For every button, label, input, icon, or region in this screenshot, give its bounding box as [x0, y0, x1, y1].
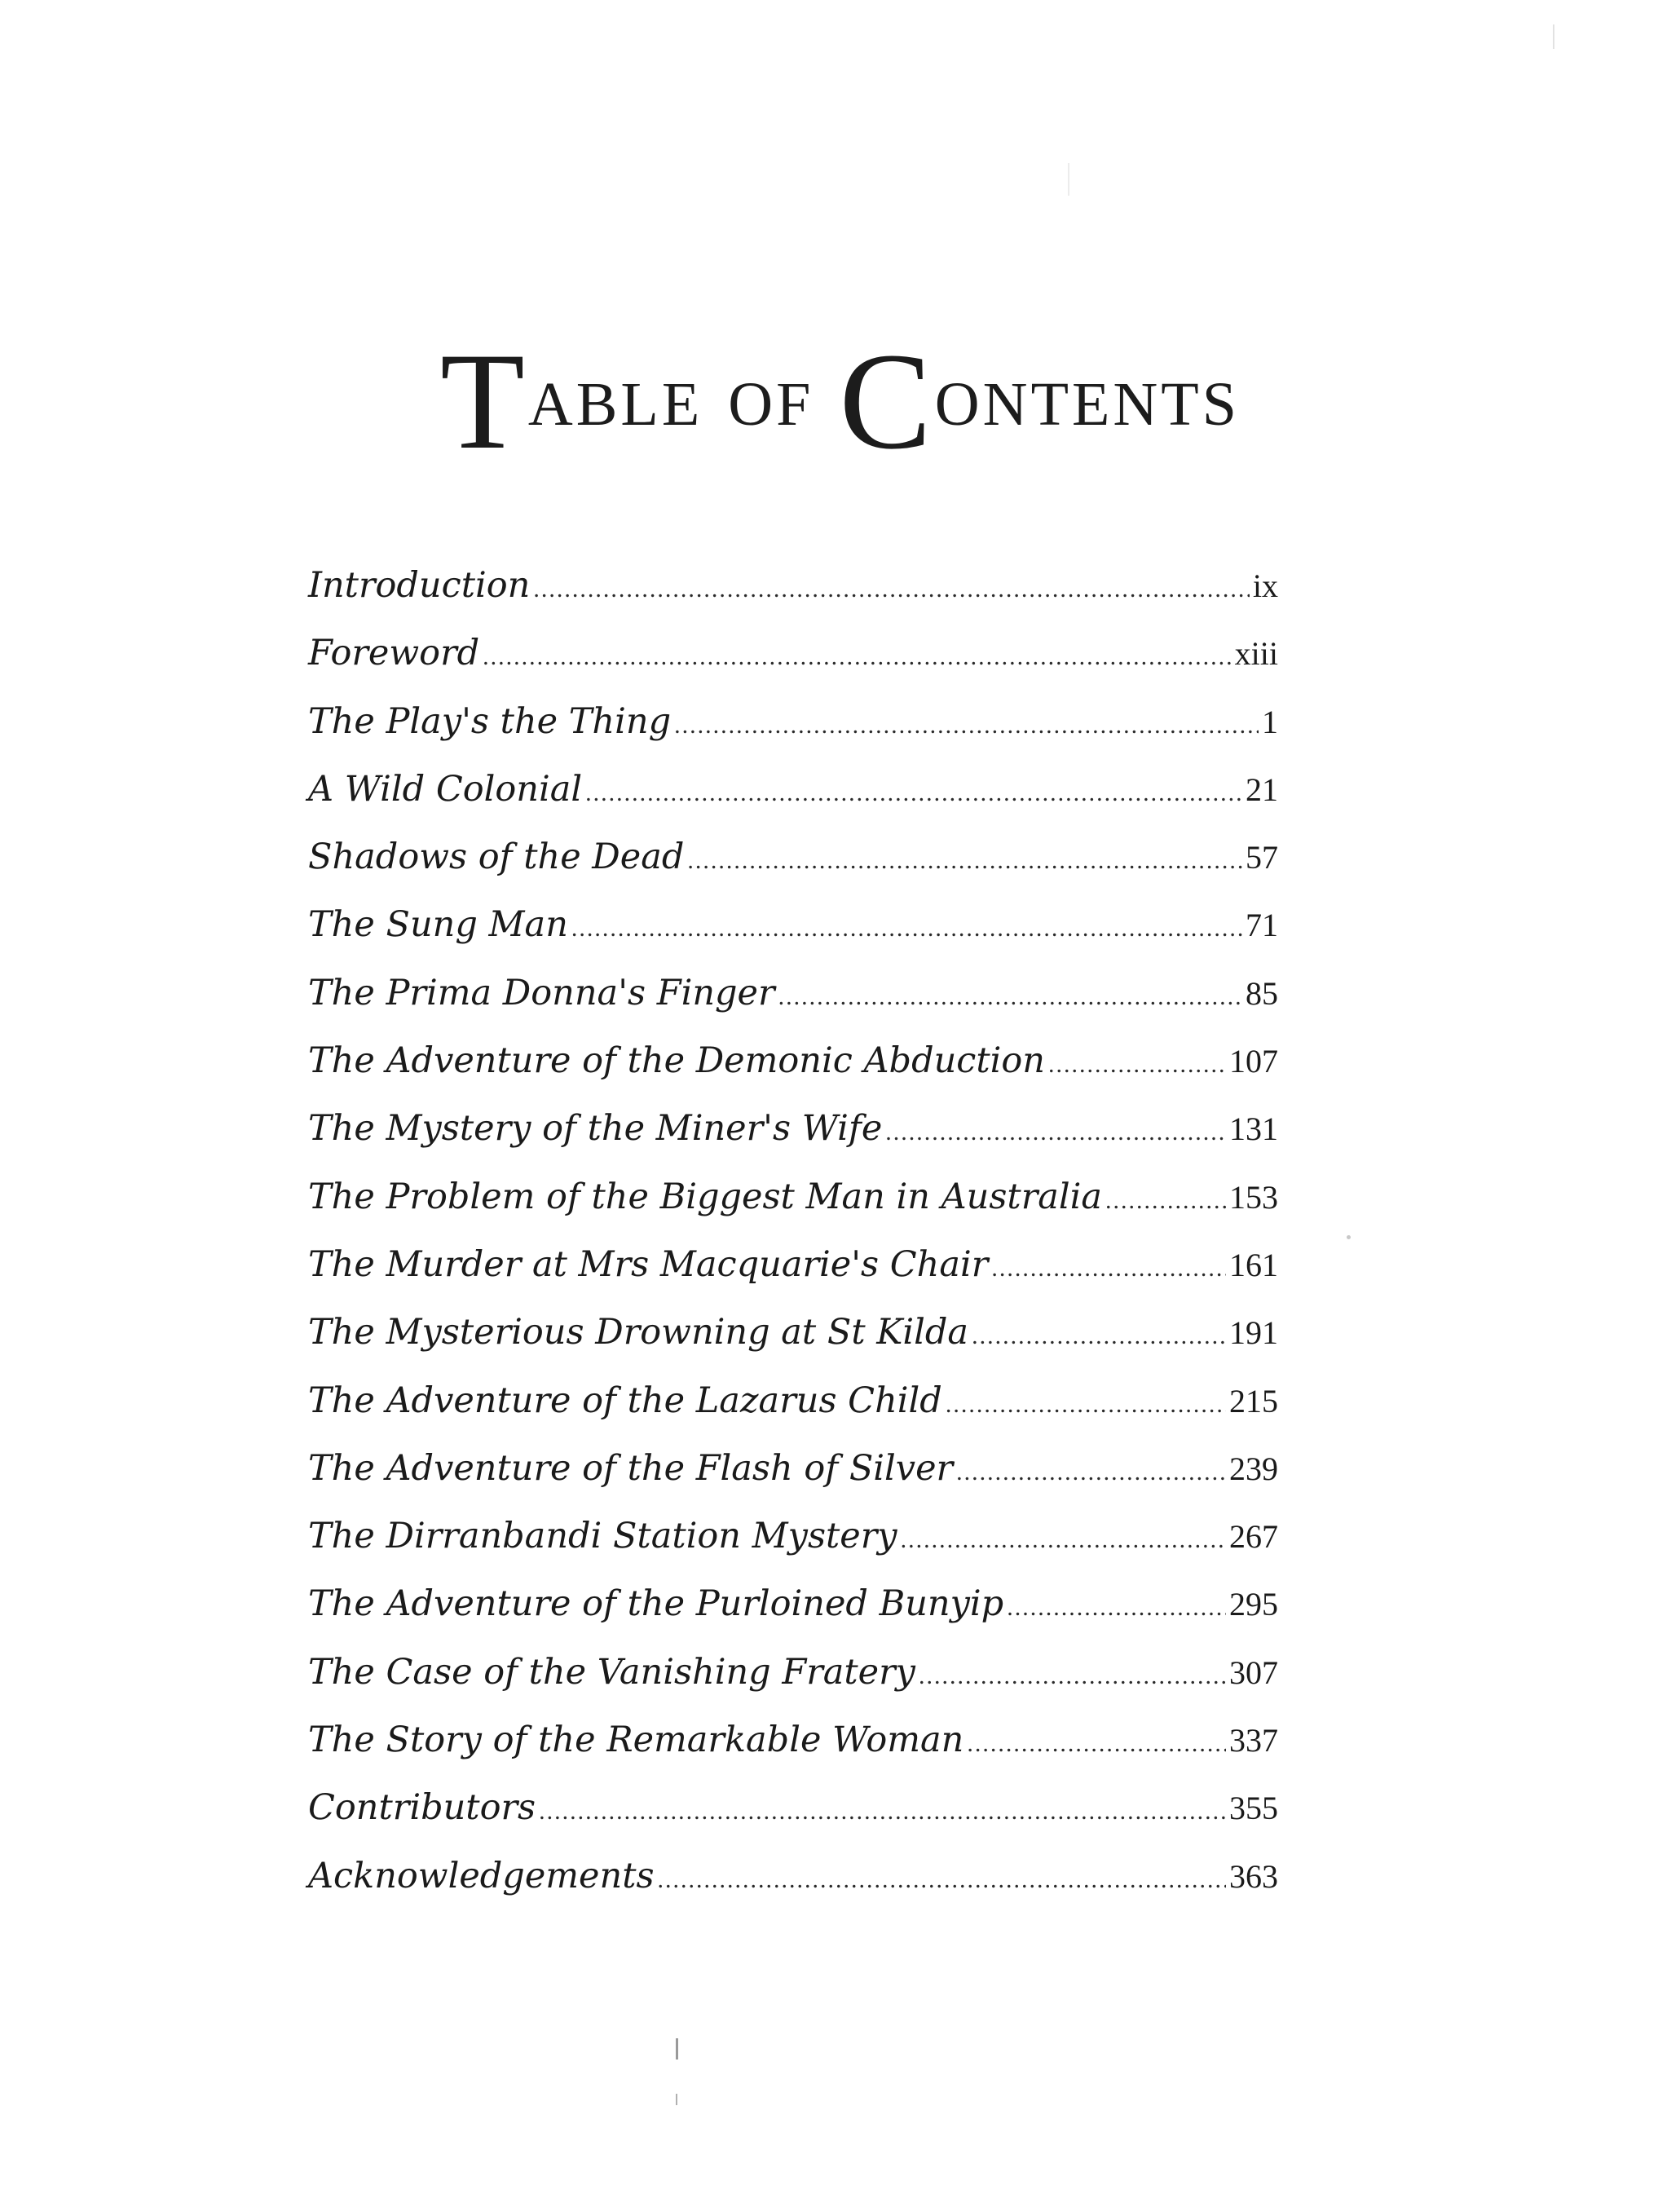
toc-entry-title: Contributors [308, 1787, 536, 1829]
toc-entry-page: 71 [1246, 907, 1278, 944]
toc-entry-title: The Story of the Remarkable Woman [308, 1720, 964, 1761]
toc-entry-purloined-bunyip[interactable] [308, 1583, 1278, 1651]
toc-entry-demonic-abduction[interactable] [308, 1040, 1278, 1108]
scan-mark [676, 2038, 678, 2060]
dot-leader [885, 1119, 1226, 1146]
dot-leader [919, 1662, 1226, 1690]
toc-entry-page: 363 [1229, 1857, 1278, 1895]
toc-entry-page: xiii [1234, 635, 1278, 673]
toc-entry-remarkable-woman[interactable] [308, 1720, 1278, 1787]
toc-entry-page: 153 [1229, 1178, 1278, 1216]
toc-entry-prima-donnas-finger[interactable] [308, 973, 1278, 1040]
toc-entry-title: The Adventure of the Lazarus Child [308, 1380, 942, 1421]
toc-entry-introduction[interactable] [308, 565, 1278, 633]
toc-entry-dirranbandi-station[interactable] [308, 1516, 1278, 1583]
toc-entry-title: The Murder at Mrs Macquarie's Chair [308, 1243, 989, 1285]
dot-leader [539, 1798, 1226, 1826]
toc-entry-page: 161 [1229, 1246, 1278, 1283]
toc-entry-mrs-macquaries-chair[interactable] [308, 1244, 1278, 1312]
toc-entry-miners-wife[interactable] [308, 1108, 1278, 1176]
scan-mark [1553, 24, 1554, 49]
toc-entry-page: 239 [1229, 1450, 1278, 1487]
toc-entry-lazarus-child[interactable] [308, 1380, 1278, 1448]
title-initial-t: T [439, 324, 528, 479]
toc-entry-title: The Problem of the Biggest Man in Australia [308, 1176, 1103, 1217]
dot-leader [991, 1255, 1226, 1283]
toc-entry-contributors[interactable] [308, 1787, 1278, 1855]
toc-entry-page: 267 [1229, 1518, 1278, 1556]
toc-entry-title: The Mysterious Drowning at St Kilda [308, 1312, 969, 1353]
scan-mark [676, 2094, 677, 2105]
toc-entry-vanishing-fratery[interactable] [308, 1652, 1278, 1720]
dot-leader [1048, 1051, 1226, 1079]
toc-entry-page: 215 [1229, 1382, 1278, 1419]
title-word-able-of: able of [527, 347, 814, 445]
toc-entry-page: 307 [1229, 1653, 1278, 1691]
toc-entry-page: 295 [1229, 1586, 1278, 1623]
dot-leader [778, 983, 1242, 1011]
dot-leader [1007, 1594, 1226, 1622]
toc-entry-page: 107 [1229, 1043, 1278, 1080]
toc-entry-page: 21 [1246, 770, 1278, 808]
toc-entry-title: The Adventure of the Demonic Abduction [308, 1040, 1045, 1082]
title-word-ontents: ontents [934, 347, 1240, 445]
toc-entry-page: 191 [1229, 1314, 1278, 1352]
toc-entry-page: 337 [1229, 1722, 1278, 1759]
toc-entry-title: The Play's the Thing [308, 700, 672, 742]
toc-entry-biggest-man[interactable] [308, 1177, 1278, 1244]
toc-entry-title: The Dirranbandi Station Mystery [308, 1516, 897, 1557]
title-initial-c: C [839, 324, 935, 479]
table-of-contents [308, 565, 1278, 1923]
toc-entry-title: The Sung Man [308, 904, 568, 946]
dot-leader [483, 643, 1232, 671]
toc-entry-drowning-st-kilda[interactable] [308, 1312, 1278, 1380]
toc-entry-title: Foreword [308, 633, 480, 674]
toc-entry-title: Shadows of the Dead [308, 837, 685, 878]
dot-leader [585, 779, 1242, 807]
dot-leader [1105, 1187, 1226, 1215]
toc-entry-sung-man[interactable] [308, 904, 1278, 972]
page-title [0, 324, 1680, 479]
toc-entry-title: A Wild Colonial [308, 768, 583, 810]
toc-entry-title: Acknowledgements [308, 1855, 655, 1896]
dot-leader [946, 1391, 1226, 1419]
toc-entry-flash-of-silver[interactable] [308, 1448, 1278, 1516]
toc-entry-title: The Adventure of the Flash of Silver [308, 1447, 954, 1489]
toc-entry-shadows-of-the-dead[interactable] [308, 837, 1278, 904]
toc-entry-acknowledgements[interactable] [308, 1856, 1278, 1923]
toc-entry-title: The Case of the Vanishing Fratery [308, 1651, 915, 1693]
dot-leader [972, 1322, 1226, 1350]
toc-entry-title: The Mystery of the Miner's Wife [308, 1108, 883, 1150]
dot-leader [658, 1866, 1226, 1894]
dot-leader [967, 1730, 1226, 1758]
toc-entry-page: 355 [1229, 1790, 1278, 1827]
toc-entry-title: The Prima Donna's Finger [308, 972, 775, 1013]
toc-entry-wild-colonial[interactable] [308, 769, 1278, 837]
dot-leader [956, 1459, 1226, 1486]
toc-entry-plays-the-thing[interactable] [308, 701, 1278, 769]
toc-entry-page: 57 [1246, 839, 1278, 876]
toc-entry-title: The Adventure of the Purloined Bunyip [308, 1583, 1004, 1625]
toc-entry-foreword[interactable] [308, 633, 1278, 700]
dot-leader [901, 1526, 1226, 1554]
dot-leader [674, 712, 1259, 739]
toc-entry-page: 85 [1246, 974, 1278, 1012]
scan-mark [1068, 163, 1069, 196]
toc-entry-page: 131 [1229, 1110, 1278, 1148]
scan-mark [1347, 1235, 1351, 1239]
toc-entry-page: ix [1252, 567, 1278, 604]
dot-leader [533, 576, 1250, 603]
dot-leader [687, 847, 1242, 875]
toc-entry-title: Introduction [308, 565, 531, 606]
toc-entry-page: 1 [1262, 703, 1278, 740]
dot-leader [571, 915, 1242, 943]
